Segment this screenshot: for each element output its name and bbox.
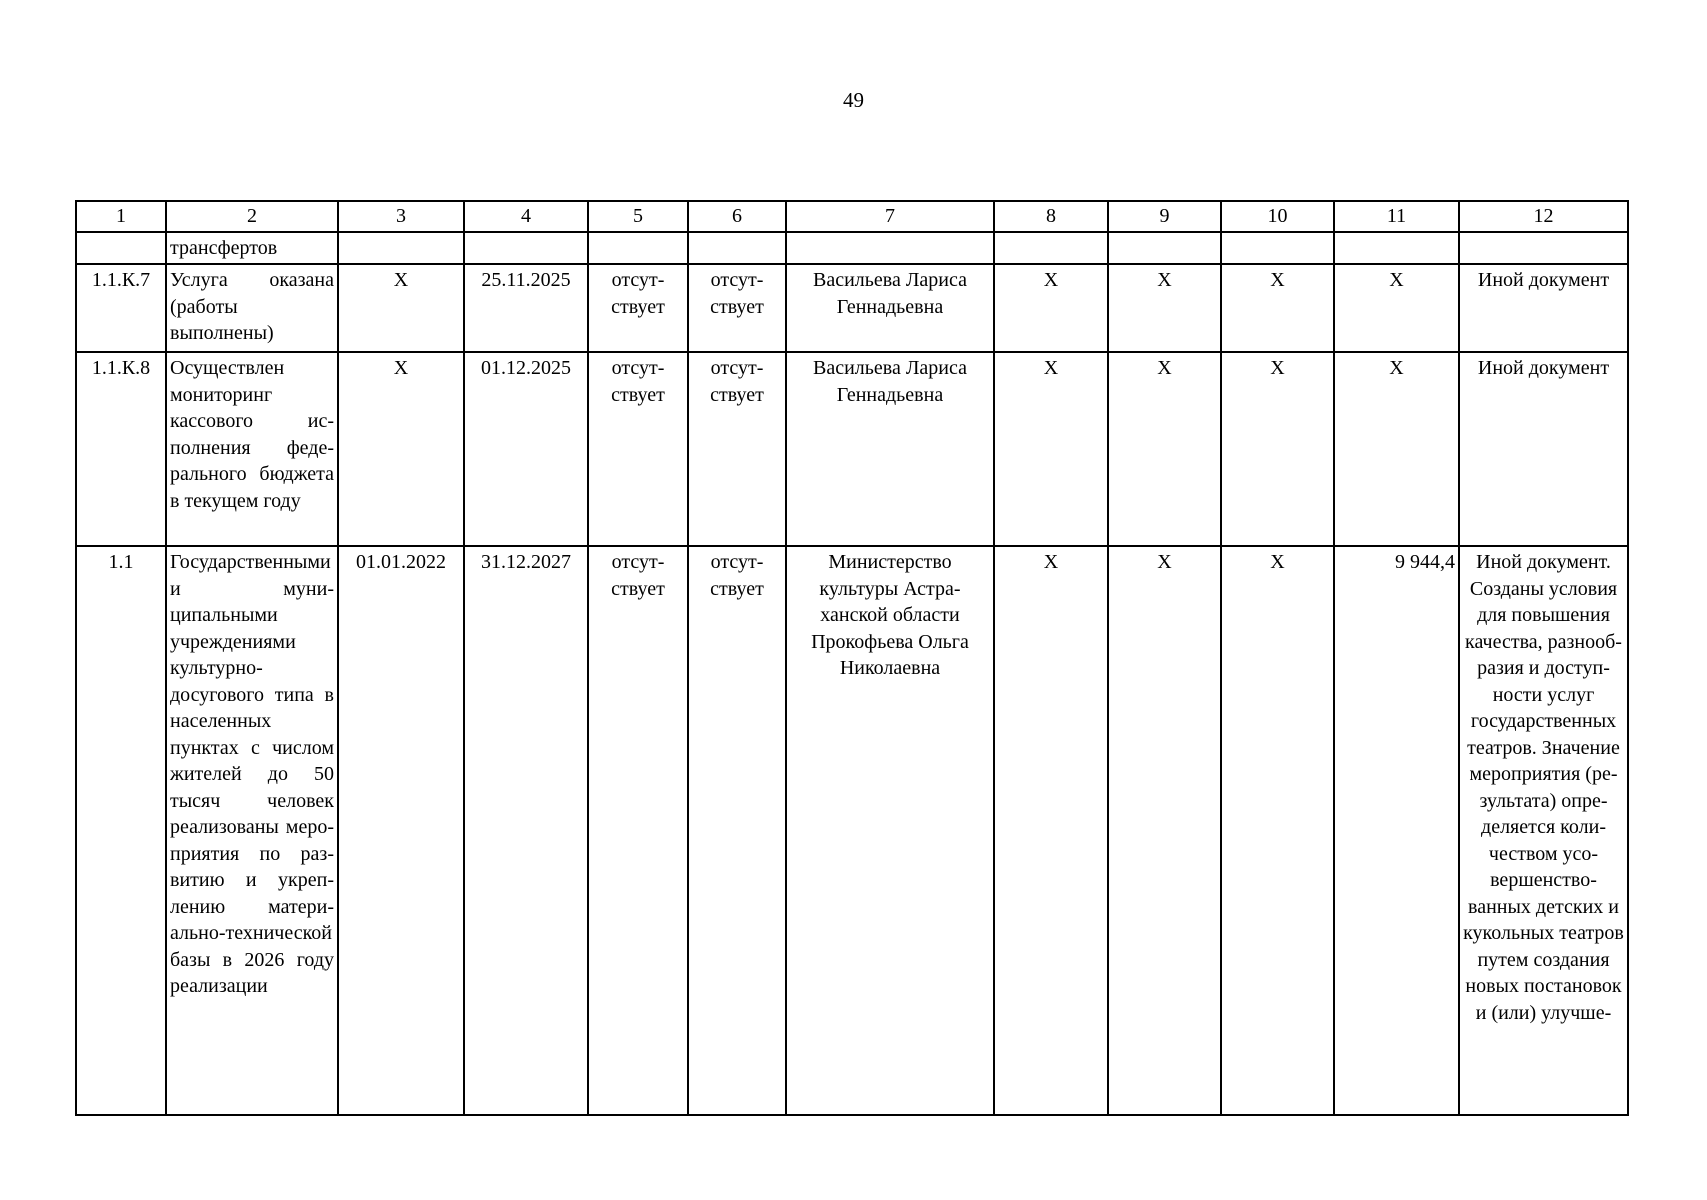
header-cell: 1	[76, 201, 166, 232]
cell-col11	[1334, 232, 1459, 265]
page-number: 49	[843, 88, 864, 112]
cell-col10: X	[1221, 352, 1334, 546]
cell-end-date	[464, 232, 588, 265]
cell-col8: X	[994, 352, 1108, 546]
header-row	[76, 201, 1628, 232]
cell-number: 1.1.К.8	[76, 352, 166, 546]
cell-number	[76, 232, 166, 265]
cell-document: Иной документ. Созданы условия для повышения качества, разнообразия и доступности услуг государственных театров. Значение мероприятия (результата) определяется количеством усовершенствованных детских и кукольных театров путем создания новых постановок и (или) улучше-	[1459, 546, 1628, 1115]
header-cell: 5	[588, 201, 688, 232]
table-row	[76, 352, 1628, 546]
cell-col9: X	[1108, 352, 1221, 546]
cell-col8: X	[994, 546, 1108, 1115]
cell-start-date: X	[338, 264, 464, 352]
header-cell: 10	[1221, 201, 1334, 232]
header-cell: 2	[166, 201, 338, 232]
cell-number: 1.1	[76, 546, 166, 1115]
header-cell: 3	[338, 201, 464, 232]
cell-col11: X	[1334, 264, 1459, 352]
cell-col5: отсутствует	[588, 352, 688, 546]
cell-start-date: X	[338, 352, 464, 546]
cell-start-date: 01.01.2022	[338, 546, 464, 1115]
cell-document: Иной документ	[1459, 264, 1628, 352]
cell-col9: X	[1108, 264, 1221, 352]
cell-responsible	[786, 232, 994, 265]
cell-document	[1459, 232, 1628, 265]
cell-col5: отсутствует	[588, 546, 688, 1115]
cell-col8	[994, 232, 1108, 265]
cell-end-date: 31.12.2027	[464, 546, 588, 1115]
cell-col6: отсутствует	[688, 546, 786, 1115]
header-cell: 12	[1459, 201, 1628, 232]
cell-name: Государственными и муниципальными учреждениями культурно-досугового типа в населенных пунктах с числом жителей до 50 тысяч человек реализованы мероприятия по развитию и укреплению материально-технической базы в 2026 году реализации	[166, 546, 338, 1115]
header-cell: 6	[688, 201, 786, 232]
header-cell: 4	[464, 201, 588, 232]
header-cell: 7	[786, 201, 994, 232]
cell-col9	[1108, 232, 1221, 265]
cell-name: Услуга оказана (работы выполнены)	[166, 264, 338, 352]
header-cell: 8	[994, 201, 1108, 232]
cell-responsible: Министерство культуры Астраханской области Прокофьева Ольга Николаевна	[786, 546, 994, 1115]
cell-col11: X	[1334, 352, 1459, 546]
header-cell: 11	[1334, 201, 1459, 232]
cell-name: Осуществлен мониторинг кассового исполнения федерального бюджета в текущем году	[166, 352, 338, 546]
cell-col10: X	[1221, 264, 1334, 352]
cell-col10	[1221, 232, 1334, 265]
cell-responsible: Васильева Лариса Геннадьевна	[786, 264, 994, 352]
cell-col11: 9 944,4	[1334, 546, 1459, 1115]
cell-col10: X	[1221, 546, 1334, 1115]
cell-number: 1.1.К.7	[76, 264, 166, 352]
cell-name: трансфертов	[166, 232, 338, 265]
cell-start-date	[338, 232, 464, 265]
cell-responsible: Васильева Лариса Геннадьевна	[786, 352, 994, 546]
table-row	[76, 232, 1628, 265]
table-row	[76, 546, 1628, 1115]
cell-col6: отсутствует	[688, 264, 786, 352]
cell-col5: отсутствует	[588, 264, 688, 352]
header-cell: 9	[1108, 201, 1221, 232]
cell-col6: отсутствует	[688, 352, 786, 546]
table-row	[76, 264, 1628, 352]
cell-col8: X	[994, 264, 1108, 352]
plan-table	[75, 200, 1629, 1116]
cell-end-date: 01.12.2025	[464, 352, 588, 546]
cell-col9: X	[1108, 546, 1221, 1115]
cell-col5	[588, 232, 688, 265]
cell-end-date: 25.11.2025	[464, 264, 588, 352]
cell-document: Иной документ	[1459, 352, 1628, 546]
cell-col6	[688, 232, 786, 265]
